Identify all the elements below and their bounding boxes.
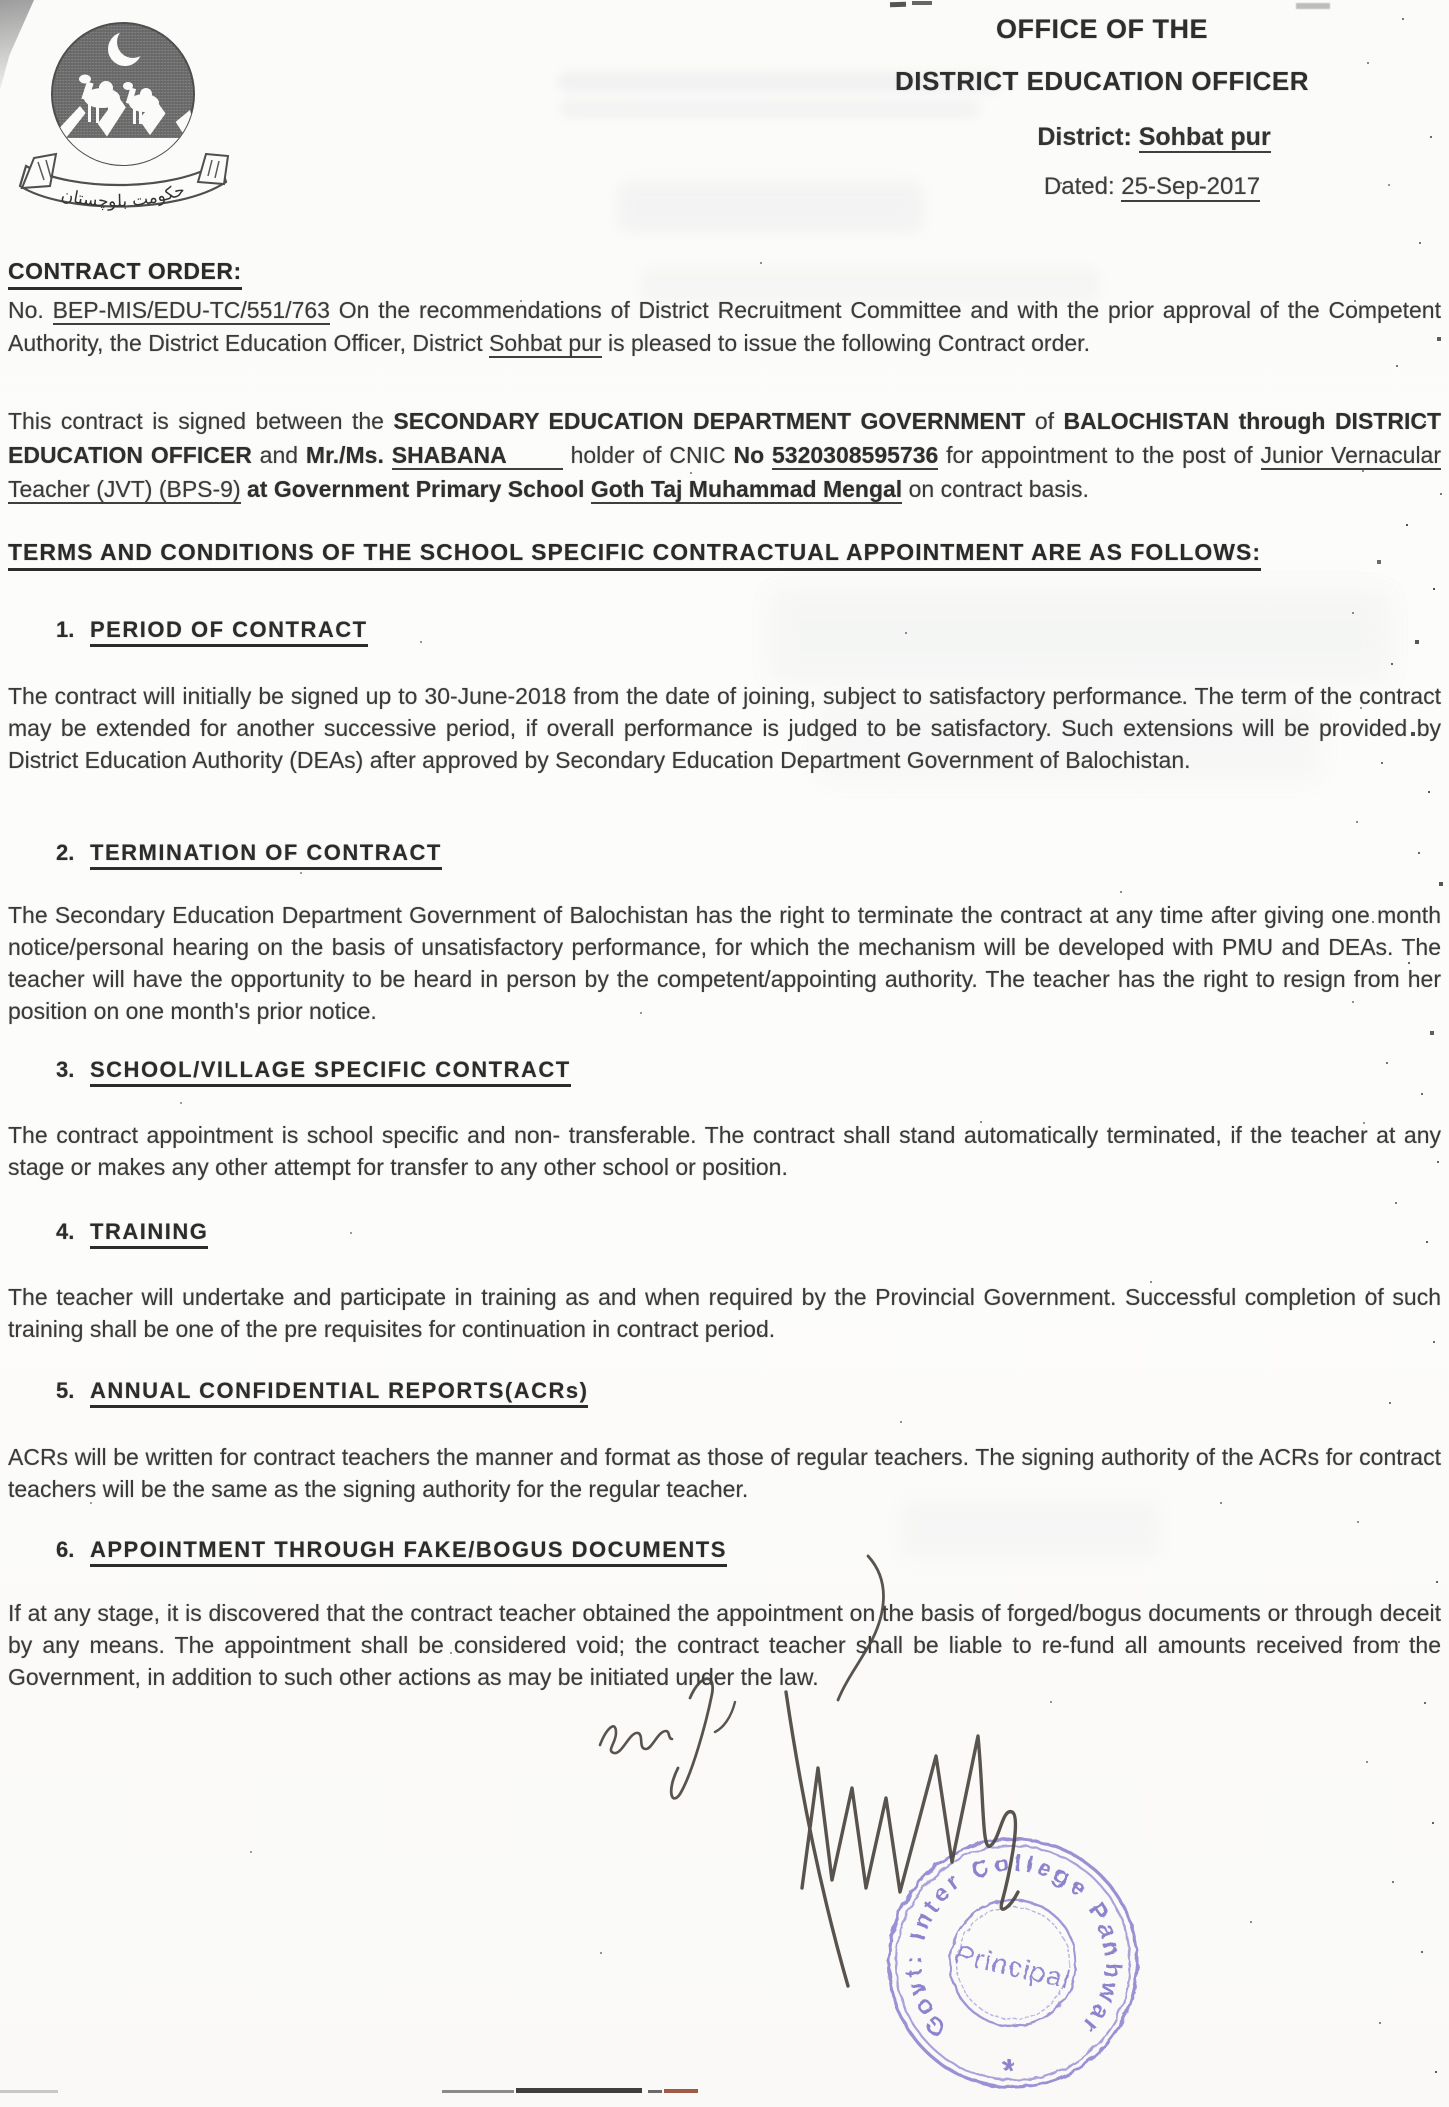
text-segment: No [733,442,773,468]
dated-label: Dated: [1043,173,1122,200]
letterhead [840,14,1364,201]
section-body-3: The contract appointment is school specific and non- transferable. The contract shall stand automatically terminated, if the teacher at any stage or makes any other attempt for transfer to any other school or position. [8,1122,1441,1180]
scanner-bottom-strip [442,2090,514,2093]
section-body-5: ACRs will be written for contract teachers the manner and format as those of regular teachers. The signing authority of the ACRs for contract teachers will be the same as the signing authority for the regular teacher. [8,1444,1441,1502]
text-segment: holder of CNIC [562,442,734,468]
teacher-name: SHABANA [392,442,563,470]
district-name: Sohbat pur [489,330,602,356]
scanner-bottom-strip [664,2089,698,2093]
district-line [892,123,1416,152]
text-segment: on contract basis. [902,476,1089,502]
scanner-bottom-strip [648,2090,662,2093]
text-segment: for appointment to the post of [938,442,1261,468]
reference-number: BEP-MIS/EDU-TC/551/763 [52,297,330,323]
stamp-center-text: Principal [952,1939,1074,1995]
text-segment: This contract is signed between the [8,408,394,434]
cnic-number: 5320308595736 [772,442,939,468]
contract-order-paragraph [8,294,1441,360]
stamp-ring-text: Govt: Inter College Panhwar [899,1849,1127,2042]
terms-heading: TERMS AND CONDITIONS OF THE SCHOOL SPECIFIC CONTRACTUAL APPOINTMENT ARE AS FOLLOWS: [8,539,1441,571]
text-segment: BALOCHISTAN through DISTRICT EDUCATION OFFICER [8,408,1441,468]
district-value: Sohbat pur [1138,123,1271,151]
office-line-1: OFFICE OF THE [996,14,1208,44]
text-segment: and [259,442,306,468]
school-name: Goth Taj Muhammad Mengal [590,476,903,502]
scan-mark [912,1,932,5]
ghost-bleedthrough [770,590,1390,682]
text-segment: No. [8,297,53,323]
district-label: District: [1037,123,1139,151]
text-segment: at Government Primary School [240,476,591,502]
section-body-6: If at any stage, it is discovered that the contract teacher obtained the appointment on the basis of forged/bogus documents or through deceit by any means. The appointment shall be considered void; the contract teacher shall be liable to re-fund all amounts received from the Government, in addition to such other actions as may be initiated under the law. [8,1600,1441,1690]
section-body-1: The contract will initially be signed up to 30-June-2018 from the date of joining, subject to satisfactory performance. The term of the contract may be extended for another successive period, if overall performance is judged to be satisfactory. Such extensions will be provided by District Education Authority (DEAs) after approved by Secondary Education Department Government of Balochistan. [8,683,1441,773]
section-heading-1: 1. PERIOD OF CONTRACT [56,617,368,643]
section-heading-3: 3. SCHOOL/VILLAGE SPECIFIC CONTRACT [56,1057,571,1083]
text-segment: is pleased to issue the following Contract order. [601,330,1090,356]
emblem-banner-script: حکومت بلوچستان [59,180,188,212]
text-segment: SECONDARY EDUCATION DEPARTMENT GOVERNMENT [393,408,1035,434]
dated-value: 25-Sep-2017 [1121,173,1261,200]
section-heading-5: 5. ANNUAL CONFIDENTIAL REPORTS(ACRs) [56,1378,588,1404]
stamp-star: * [998,2051,1017,2089]
scan-mark [1296,3,1330,9]
office-line-2: DISTRICT EDUCATION OFFICER [894,66,1310,96]
text-segment: Mr./Ms. [305,442,392,468]
text-segment: On the recommendations of District Recruitment Committee and with the prior approval of the Competent Authority, the District Education Officer, District [8,297,1441,356]
post-title: Junior Vernacular Teacher (JVT) (BPS-9) [8,442,1442,502]
scan-mark [890,2,906,8]
balochistan-government-emblem-icon [10,8,230,220]
contract-parties-paragraph [8,404,1441,506]
scanner-bottom-strip [516,2088,642,2093]
contract-order-heading: CONTRACT ORDER: [8,258,242,290]
section-heading-2: 2. TERMINATION OF CONTRACT [56,840,442,866]
section-body-2: The Secondary Education Department Government of Balochistan has the right to terminate the contract at any time after giving one month notice/personal hearing on the basis of unsatisfactory performance, for which the mechanism will be developed with PMU and DEAs. The teacher will have the opportunity to be heard in person by the competent/appointing authority. The teacher has the right to resign from her position on one month's prior notice. [8,902,1441,1024]
section-heading-6: 6. APPOINTMENT THROUGH FAKE/BOGUS DOCUMENTS [56,1537,727,1563]
scanner-bottom-strip [0,2090,58,2093]
text-segment: of [1034,408,1064,434]
dated-line [890,173,1414,201]
ghost-bleedthrough [900,1500,1160,1558]
principal-round-stamp [873,1828,1163,2107]
section-heading-4: 4. TRAINING [56,1219,208,1245]
section-body-4: The teacher will undertake and participate in training as and when required by the Provincial Government. Successful completion of such training shall be one of the pre requisites for continuation in contract period. [8,1284,1441,1342]
